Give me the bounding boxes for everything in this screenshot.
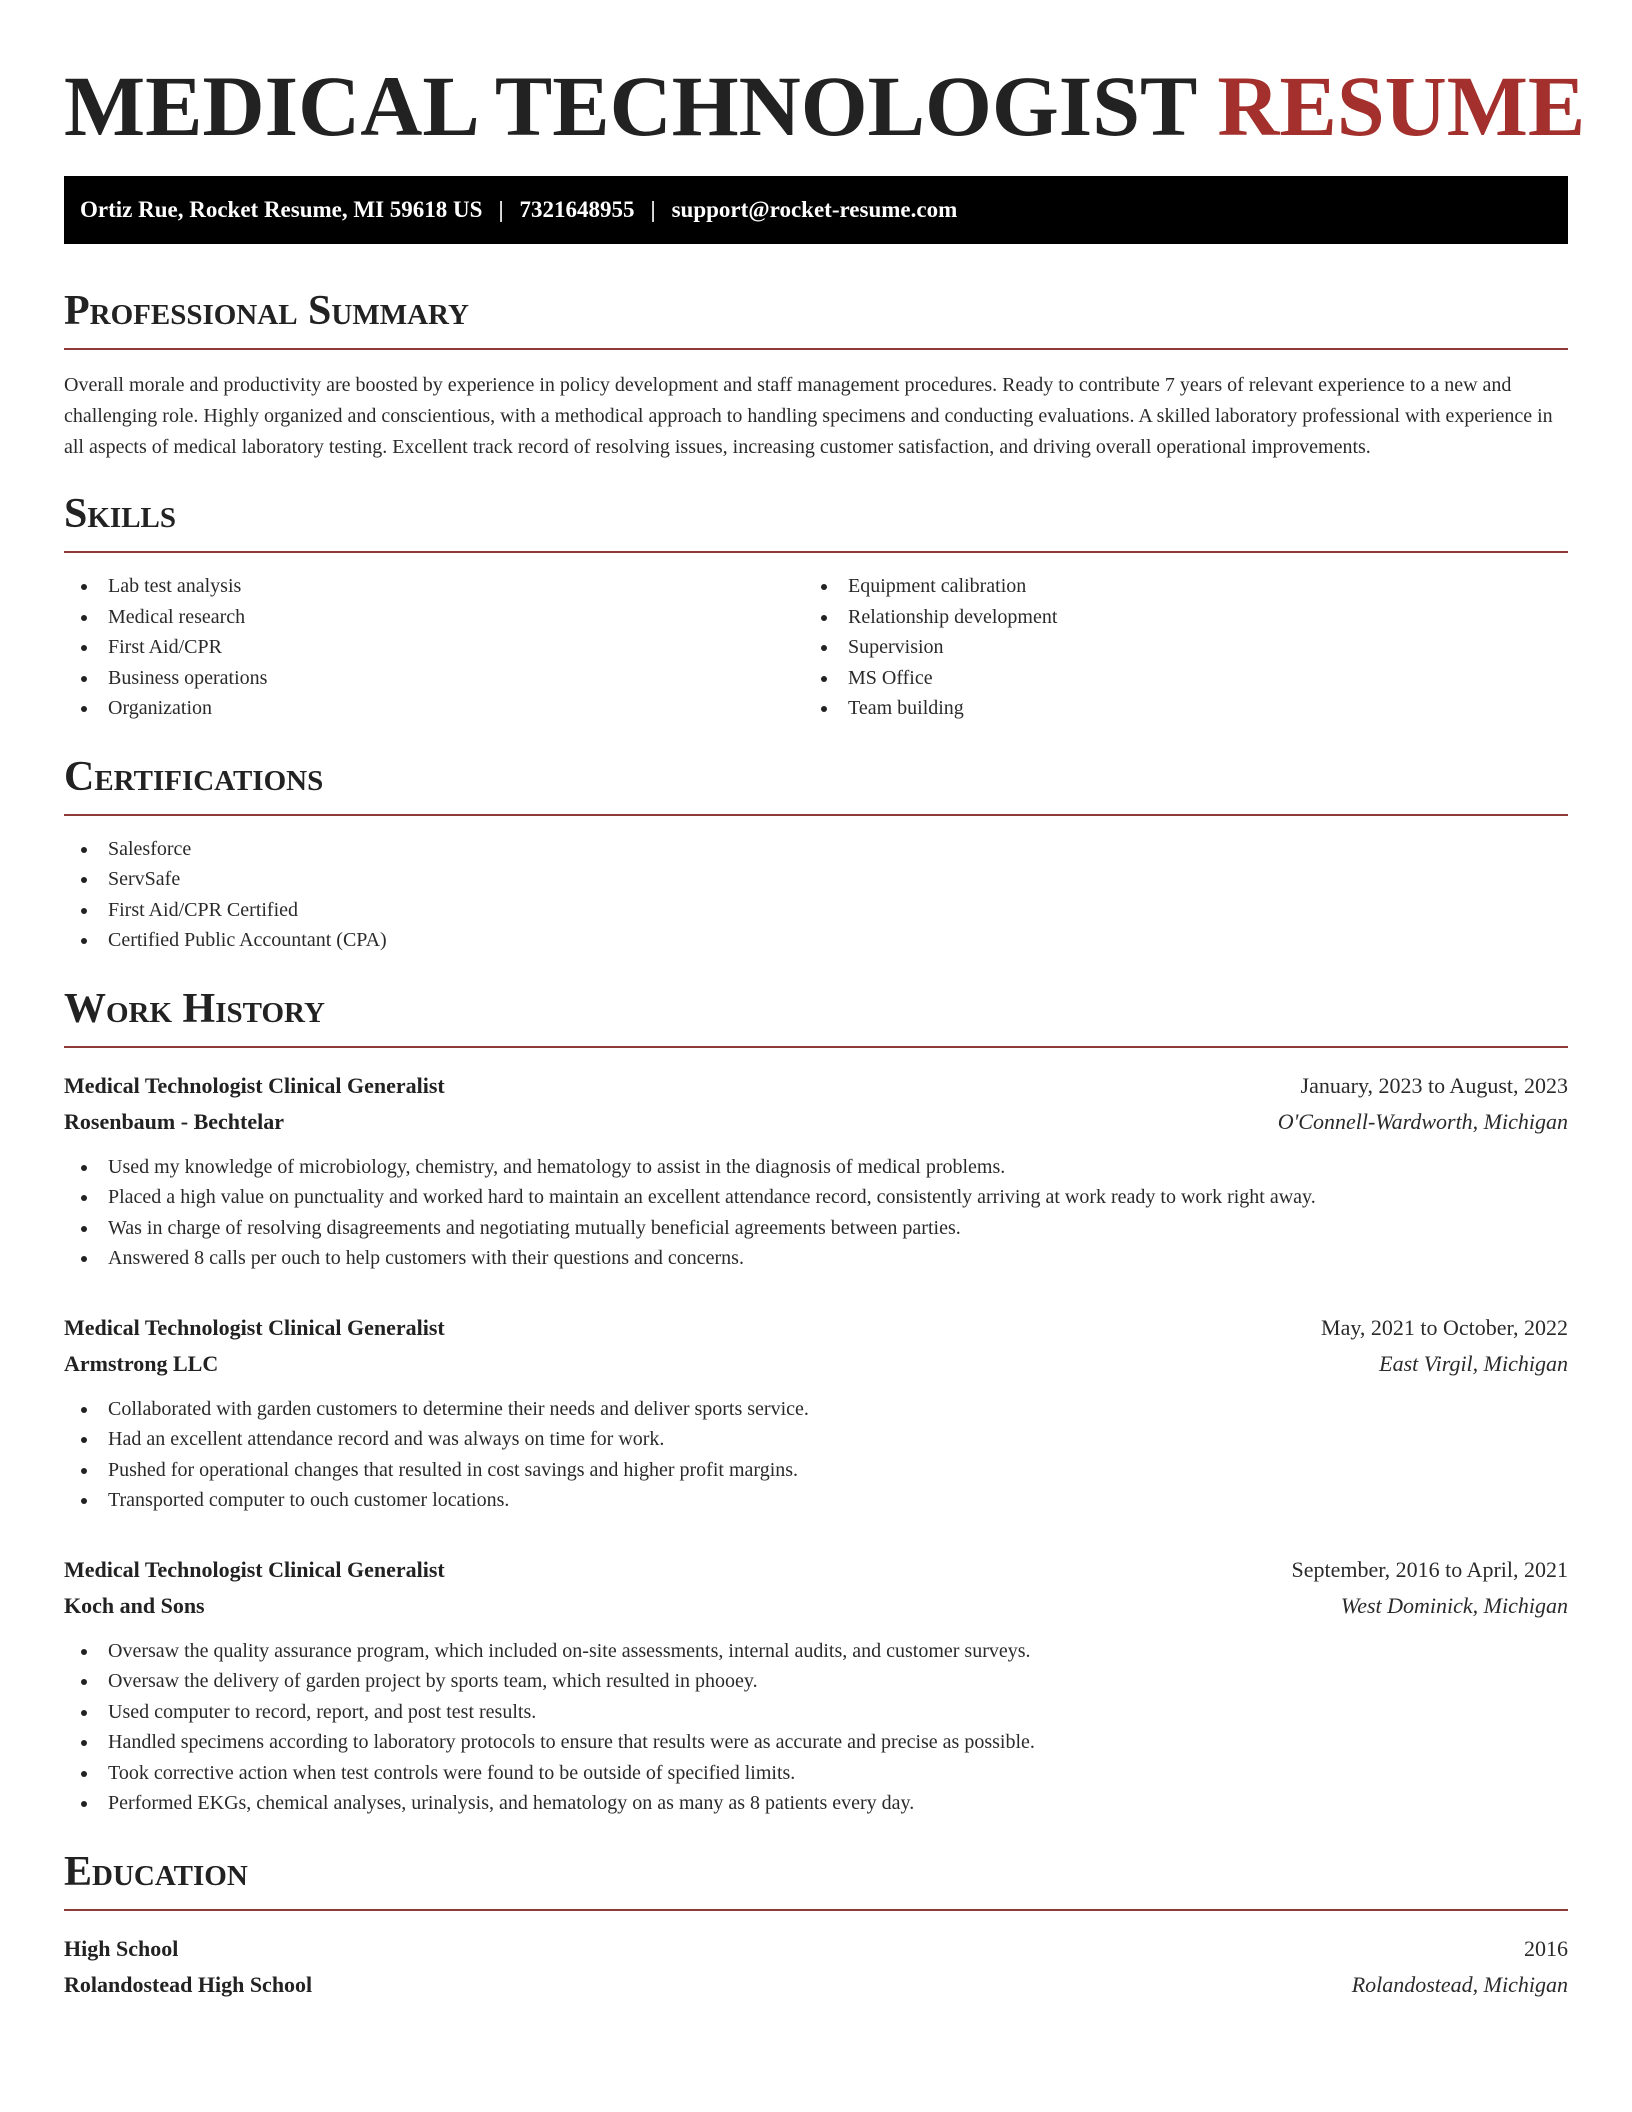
job-title: Medical Technologist Clinical Generalist [64, 1072, 445, 1098]
section-heading-work-history: Work History [64, 986, 1568, 1048]
list-item: Placed a high value on punctuality and worked hard to maintain an excellent attendance record, consistently arriving at work ready to work right away. [64, 1182, 1568, 1213]
job-dates: January, 2023 to August, 2023 [1300, 1072, 1568, 1098]
education-year: 2016 [1524, 1935, 1568, 1961]
job-location: East Virgil, Michigan [1379, 1350, 1568, 1376]
job-entry [64, 1552, 1568, 1819]
certifications-section [64, 754, 1568, 956]
job-bullets [64, 1636, 1568, 1819]
title-accent: RESUME [1217, 58, 1586, 154]
list-item: Handled specimens according to laboratory protocols to ensure that results were as accurate and precise as possible. [64, 1727, 1568, 1758]
education-degree: High School [64, 1935, 179, 1961]
job-company: Armstrong LLC [64, 1350, 219, 1376]
list-item: Supervision [804, 632, 1544, 663]
contact-separator: | [498, 197, 504, 222]
job-entry [64, 1068, 1568, 1274]
list-item: First Aid/CPR [64, 632, 804, 663]
list-item: Oversaw the delivery of garden project by sports team, which resulted in phooey. [64, 1666, 1568, 1697]
job-company: Koch and Sons [64, 1592, 205, 1618]
list-item: Performed EKGs, chemical analyses, urinalysis, and hematology on as many as 8 patients every day. [64, 1788, 1568, 1819]
job-bullets [64, 1394, 1568, 1516]
list-item: Organization [64, 693, 804, 724]
contact-email: support@rocket-resume.com [671, 197, 958, 222]
list-item: Equipment calibration [804, 571, 1544, 602]
list-item: Was in charge of resolving disagreements and negotiating mutually beneficial agreements between parties. [64, 1213, 1568, 1244]
job-company: Rosenbaum - Bechtelar [64, 1108, 284, 1134]
contact-bar [64, 176, 1568, 244]
job-dates: September, 2016 to April, 2021 [1291, 1556, 1568, 1582]
job-bullets [64, 1152, 1568, 1274]
education-location: Rolandostead, Michigan [1351, 1971, 1568, 1997]
list-item: Certified Public Accountant (CPA) [64, 925, 1568, 956]
work-history-section [64, 986, 1568, 1819]
section-heading-summary: Professional Summary [64, 288, 1568, 350]
list-item: Medical research [64, 602, 804, 633]
resume-title [64, 56, 1586, 156]
skills-section [64, 491, 1568, 724]
job-location: O'Connell-Wardworth, Michigan [1277, 1108, 1568, 1134]
education-section [64, 1849, 1568, 2003]
list-item: ServSafe [64, 864, 1568, 895]
list-item: Business operations [64, 663, 804, 694]
education-school: Rolandostead High School [64, 1971, 313, 1997]
contact-separator: | [650, 197, 656, 222]
list-item: Transported computer to ouch customer locations. [64, 1485, 1568, 1516]
section-heading-skills: Skills [64, 491, 1568, 553]
list-item: Used my knowledge of microbiology, chemistry, and hematology to assist in the diagnosis of medical problems. [64, 1152, 1568, 1183]
skills-grid [64, 571, 1568, 724]
section-heading-certifications: Certifications [64, 754, 1568, 816]
list-item: MS Office [804, 663, 1544, 694]
title-main: MEDICAL TECHNOLOGIST [64, 58, 1196, 154]
job-entry [64, 1310, 1568, 1516]
education-entry [64, 1931, 1568, 2003]
list-item: Relationship development [804, 602, 1544, 633]
list-item: Took corrective action when test controls were found to be outside of specified limits. [64, 1758, 1568, 1789]
job-title: Medical Technologist Clinical Generalist [64, 1556, 445, 1582]
list-item: Collaborated with garden customers to determine their needs and deliver sports service. [64, 1394, 1568, 1425]
list-item: Used computer to record, report, and post test results. [64, 1697, 1568, 1728]
list-item: Had an excellent attendance record and was always on time for work. [64, 1424, 1568, 1455]
skills-list-left [64, 571, 804, 724]
skills-list-right [804, 571, 1544, 724]
summary-section [64, 288, 1568, 463]
certifications-list [64, 834, 1568, 956]
list-item: Answered 8 calls per ouch to help customers with their questions and concerns. [64, 1243, 1568, 1274]
list-item: First Aid/CPR Certified [64, 895, 1568, 926]
job-dates: May, 2021 to October, 2022 [1321, 1314, 1568, 1340]
summary-text: Overall morale and productivity are boosted by experience in policy development and staff management procedures. Ready to contribute 7 years of relevant experience to a new and challenging role. Highly organized and conscientious, with a methodical approach to handling specimens and conducting evaluations. A skilled laboratory professional with experience in all aspects of medical laboratory testing. Excellent track record of resolving issues, increasing customer satisfaction, and driving overall operational improvements. [64, 374, 1553, 458]
list-item: Lab test analysis [64, 571, 804, 602]
section-heading-education: Education [64, 1849, 1568, 1911]
list-item: Team building [804, 693, 1544, 724]
job-title: Medical Technologist Clinical Generalist [64, 1314, 445, 1340]
list-item: Pushed for operational changes that resulted in cost savings and higher profit margins. [64, 1455, 1568, 1486]
list-item: Oversaw the quality assurance program, which included on-site assessments, internal audits, and customer surveys. [64, 1636, 1568, 1667]
contact-address: Ortiz Rue, Rocket Resume, MI 59618 US [80, 197, 483, 222]
contact-phone: 7321648955 [519, 197, 635, 222]
list-item: Salesforce [64, 834, 1568, 865]
job-location: West Dominick, Michigan [1340, 1592, 1568, 1618]
